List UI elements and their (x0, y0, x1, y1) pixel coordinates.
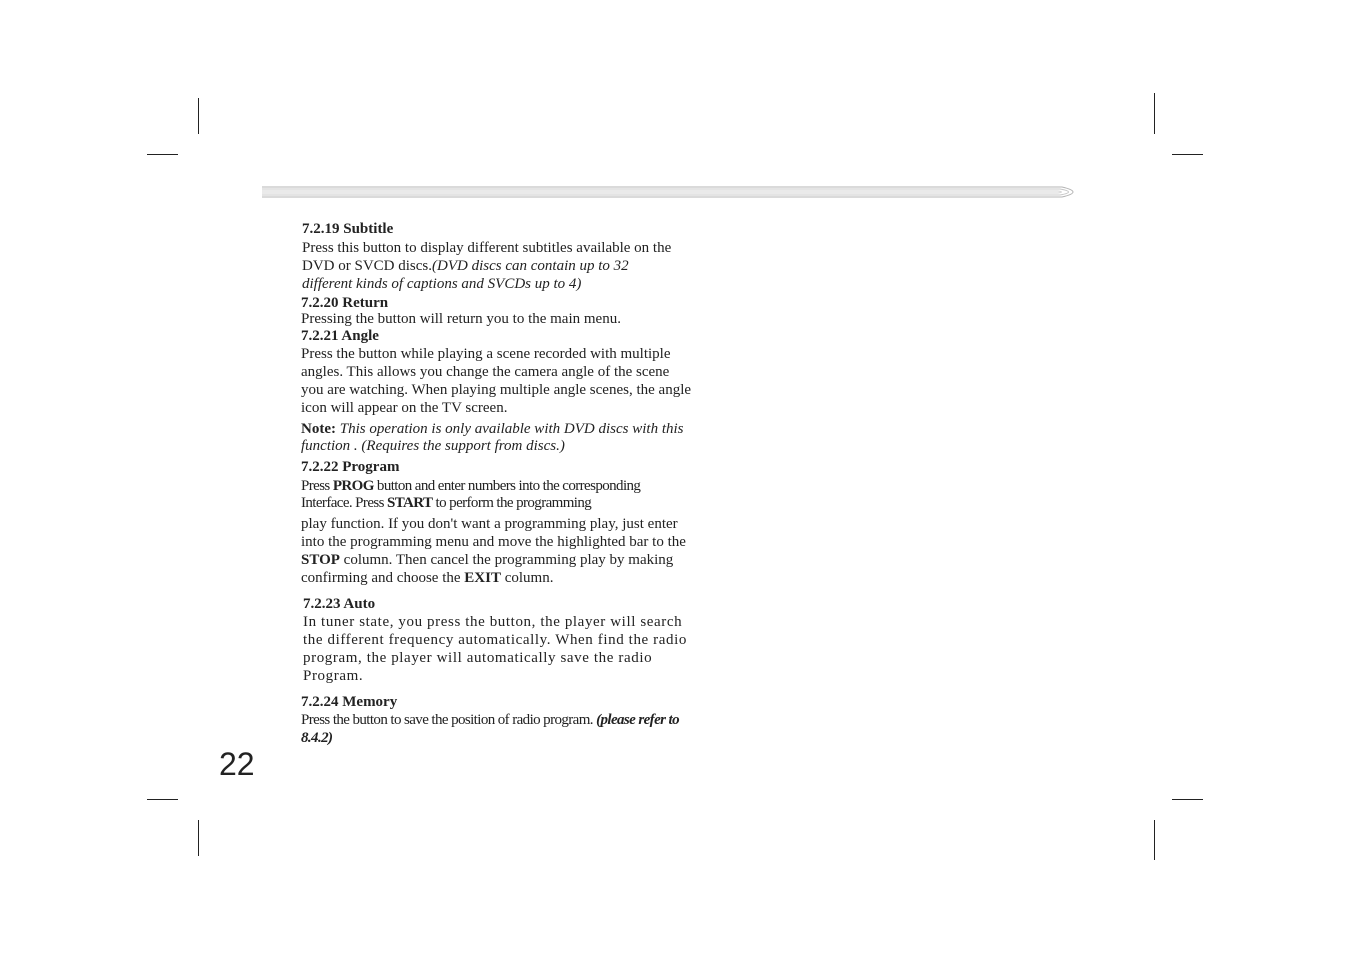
crop-mark (198, 98, 199, 134)
section-angle (301, 327, 696, 455)
section-body: Press this button to display different subtitles available on the DVD or SVCD discs.(DVD discs can contain up to 32 different kinds of captions and SVCDs up to 4) (302, 240, 672, 292)
section-body: Press PROG button and enter numbers into the corresponding Interface. Press START to perform the programming (301, 478, 641, 511)
note (301, 421, 691, 455)
section-subtitle (302, 220, 697, 293)
crop-mark (1172, 154, 1203, 155)
crop-mark (1172, 799, 1203, 800)
section-auto (303, 595, 698, 685)
section-body: Pressing the button will return you to the main menu. (301, 311, 621, 327)
crop-mark (198, 820, 199, 856)
section-heading: 7.2.19 Subtitle (302, 221, 394, 237)
section-heading: 7.2.23 Auto (303, 596, 376, 612)
section-heading: 7.2.24 Memory (301, 694, 398, 710)
note-label: Note: (301, 421, 336, 437)
section-heading: 7.2.20 Return (301, 295, 389, 311)
section-memory (301, 693, 696, 747)
section-body: Press the button to save the position of radio program. (please refer to 8.4.2) (301, 712, 679, 746)
section-heading: 7.2.22 Program (301, 459, 400, 475)
page-number: 22 (219, 746, 255, 782)
section-body: In tuner state, you press the button, the player will search the different frequency automatically. When find the radio program, the player will automatically save the radio Program. (303, 614, 687, 684)
crop-mark (147, 799, 178, 800)
section-body: Press the button while playing a scene recorded with multiple angles. This allows you change the camera angle of the scene you are watching. When playing multiple angle scenes, the angle icon will appear on the TV screen. (301, 346, 692, 416)
section-heading: 7.2.21 Angle (301, 328, 379, 344)
section-program (301, 458, 696, 587)
crop-mark (1154, 820, 1155, 860)
section-body: play function. If you don't want a programming play, just enter into the programming menu and move the highlighted bar to the STOP column. Then cancel the programming play by making confirming and choose the EXIT column. (301, 516, 686, 586)
crop-mark (1154, 93, 1155, 134)
note-text: This operation is only available with DVD discs with this function . (Requires the support from discs.) (301, 421, 684, 454)
header-rule (262, 185, 1086, 199)
crop-mark (147, 154, 178, 155)
section-return (301, 294, 696, 328)
